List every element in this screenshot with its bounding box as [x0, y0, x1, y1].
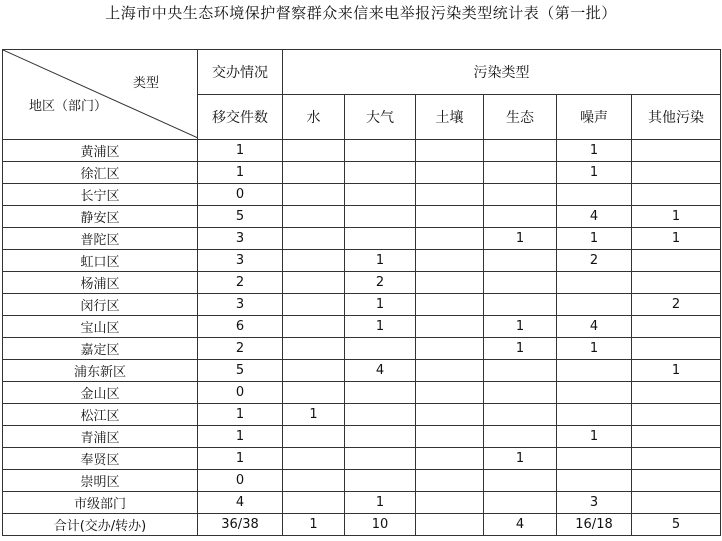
- cell-soil: [416, 272, 484, 294]
- cell-water: [283, 426, 345, 448]
- cell-air: [345, 228, 416, 250]
- cell-soil: [416, 470, 484, 492]
- table-row: [3, 360, 721, 382]
- cell-ecology: [484, 184, 557, 206]
- cell-noise: [557, 470, 632, 492]
- cell-region: 市级部门: [3, 492, 198, 514]
- cell-noise: 2: [557, 250, 632, 272]
- cell-other: [632, 316, 721, 338]
- cell-ecology: [484, 250, 557, 272]
- table-row: [3, 272, 721, 294]
- header-noise: 噪声: [557, 95, 632, 140]
- table-row: [3, 140, 721, 162]
- cell-count: 6: [198, 316, 283, 338]
- cell-air: 1: [345, 492, 416, 514]
- cell-water: [283, 140, 345, 162]
- cell-ecology: [484, 382, 557, 404]
- cell-noise: 3: [557, 492, 632, 514]
- table-row: [3, 338, 721, 360]
- cell-noise: [557, 272, 632, 294]
- cell-other: [632, 382, 721, 404]
- cell-soil: [416, 426, 484, 448]
- table-row: [3, 294, 721, 316]
- cell-air: [345, 470, 416, 492]
- cell-water: [283, 272, 345, 294]
- cell-water: [283, 448, 345, 470]
- header-row-top: [3, 50, 721, 95]
- cell-region: 金山区: [3, 382, 198, 404]
- cell-air: 1: [345, 250, 416, 272]
- cell-ecology: [484, 272, 557, 294]
- cell-noise: [557, 294, 632, 316]
- cell-count: 1: [198, 426, 283, 448]
- cell-air: [345, 448, 416, 470]
- cell-air: 2: [345, 272, 416, 294]
- cell-ecology: [484, 492, 557, 514]
- cell-ecology: [484, 470, 557, 492]
- cell-region: 合计(交办/转办): [3, 514, 198, 536]
- cell-water: [283, 162, 345, 184]
- cell-other: [632, 140, 721, 162]
- cell-air: [345, 338, 416, 360]
- cell-air: 10: [345, 514, 416, 536]
- table-row: [3, 206, 721, 228]
- table-row: [3, 404, 721, 426]
- cell-other: [632, 492, 721, 514]
- cell-water: [283, 184, 345, 206]
- table-row: [3, 492, 721, 514]
- table-row: [3, 470, 721, 492]
- cell-ecology: [484, 294, 557, 316]
- cell-air: 1: [345, 316, 416, 338]
- cell-region: 长宁区: [3, 184, 198, 206]
- cell-noise: [557, 404, 632, 426]
- cell-count: 0: [198, 382, 283, 404]
- cell-water: [283, 492, 345, 514]
- cell-soil: [416, 514, 484, 536]
- cell-water: [283, 294, 345, 316]
- cell-noise: 1: [557, 228, 632, 250]
- cell-soil: [416, 228, 484, 250]
- header-corner-cell: [3, 50, 198, 140]
- cell-other: [632, 250, 721, 272]
- cell-count: 1: [198, 448, 283, 470]
- cell-soil: [416, 184, 484, 206]
- cell-region: 浦东新区: [3, 360, 198, 382]
- cell-count: 1: [198, 404, 283, 426]
- cell-soil: [416, 338, 484, 360]
- cell-water: [283, 338, 345, 360]
- cell-noise: 4: [557, 316, 632, 338]
- cell-region: 松江区: [3, 404, 198, 426]
- cell-count: 0: [198, 184, 283, 206]
- cell-noise: [557, 382, 632, 404]
- cell-count: 3: [198, 228, 283, 250]
- cell-other: 1: [632, 228, 721, 250]
- corner-label-type: 类型: [132, 76, 159, 91]
- document-title: 上海市中央生态环境保护督察群众来信来电举报污染类型统计表（第一批）: [105, 4, 617, 22]
- cell-soil: [416, 492, 484, 514]
- cell-air: [345, 140, 416, 162]
- cell-other: [632, 338, 721, 360]
- cell-region: 普陀区: [3, 228, 198, 250]
- cell-ecology: [484, 140, 557, 162]
- cell-region: 杨浦区: [3, 272, 198, 294]
- cell-count: 1: [198, 162, 283, 184]
- cell-ecology: 1: [484, 338, 557, 360]
- cell-region: 闵行区: [3, 294, 198, 316]
- cell-noise: [557, 184, 632, 206]
- table-body: [3, 50, 721, 536]
- cell-count: 2: [198, 272, 283, 294]
- cell-soil: [416, 294, 484, 316]
- cell-water: [283, 382, 345, 404]
- cell-count: 5: [198, 360, 283, 382]
- cell-soil: [416, 250, 484, 272]
- table-row: [3, 250, 721, 272]
- header-group-assign: 交办情况: [198, 50, 283, 95]
- cell-ecology: [484, 404, 557, 426]
- cell-count: 3: [198, 294, 283, 316]
- cell-noise: 1: [557, 338, 632, 360]
- cell-noise: 1: [557, 140, 632, 162]
- cell-soil: [416, 162, 484, 184]
- cell-water: 1: [283, 404, 345, 426]
- header-group-pollution: 污染类型: [283, 50, 721, 95]
- cell-water: [283, 250, 345, 272]
- cell-soil: [416, 382, 484, 404]
- cell-other: 1: [632, 206, 721, 228]
- cell-noise: [557, 448, 632, 470]
- cell-count: 2: [198, 338, 283, 360]
- cell-region: 嘉定区: [3, 338, 198, 360]
- cell-air: [345, 426, 416, 448]
- cell-other: [632, 272, 721, 294]
- cell-ecology: [484, 360, 557, 382]
- cell-ecology: 1: [484, 448, 557, 470]
- cell-soil: [416, 316, 484, 338]
- table-row: [3, 162, 721, 184]
- cell-other: [632, 470, 721, 492]
- cell-ecology: [484, 426, 557, 448]
- cell-air: [345, 162, 416, 184]
- cell-soil: [416, 140, 484, 162]
- cell-ecology: 4: [484, 514, 557, 536]
- table-row: [3, 448, 721, 470]
- cell-noise: [557, 360, 632, 382]
- cell-ecology: [484, 206, 557, 228]
- total-row: [3, 514, 721, 536]
- cell-noise: 1: [557, 426, 632, 448]
- cell-water: [283, 316, 345, 338]
- table-row: [3, 316, 721, 338]
- cell-region: 虹口区: [3, 250, 198, 272]
- cell-region: 崇明区: [3, 470, 198, 492]
- cell-region: 青浦区: [3, 426, 198, 448]
- cell-soil: [416, 404, 484, 426]
- cell-region: 黄浦区: [3, 140, 198, 162]
- table-row: [3, 228, 721, 250]
- cell-region: 奉贤区: [3, 448, 198, 470]
- pollution-stats-table: [2, 49, 721, 536]
- header-air: 大气: [345, 95, 416, 140]
- cell-soil: [416, 360, 484, 382]
- header-ecology: 生态: [484, 95, 557, 140]
- cell-region: 静安区: [3, 206, 198, 228]
- cell-count: 1: [198, 140, 283, 162]
- cell-ecology: 1: [484, 228, 557, 250]
- cell-count: 36/38: [198, 514, 283, 536]
- cell-other: 5: [632, 514, 721, 536]
- cell-water: 1: [283, 514, 345, 536]
- cell-other: 2: [632, 294, 721, 316]
- header-water: 水: [283, 95, 345, 140]
- table-row: [3, 382, 721, 404]
- cell-ecology: [484, 162, 557, 184]
- cell-water: [283, 228, 345, 250]
- cell-other: [632, 448, 721, 470]
- cell-count: 0: [198, 470, 283, 492]
- cell-region: 宝山区: [3, 316, 198, 338]
- header-other: 其他污染: [632, 95, 721, 140]
- cell-ecology: 1: [484, 316, 557, 338]
- cell-count: 4: [198, 492, 283, 514]
- cell-other: 1: [632, 360, 721, 382]
- cell-water: [283, 470, 345, 492]
- cell-other: [632, 404, 721, 426]
- cell-air: [345, 184, 416, 206]
- cell-air: [345, 382, 416, 404]
- cell-air: 1: [345, 294, 416, 316]
- cell-other: [632, 162, 721, 184]
- cell-soil: [416, 448, 484, 470]
- cell-water: [283, 206, 345, 228]
- cell-count: 3: [198, 250, 283, 272]
- table-row: [3, 184, 721, 206]
- corner-diagonal-line: [3, 50, 198, 138]
- cell-soil: [416, 206, 484, 228]
- corner-label-region: 地区（部门）: [29, 99, 108, 114]
- cell-noise: 4: [557, 206, 632, 228]
- cell-air: [345, 404, 416, 426]
- header-transfer-count: 移交件数: [198, 95, 283, 140]
- cell-other: [632, 426, 721, 448]
- cell-noise: 16/18: [557, 514, 632, 536]
- cell-other: [632, 184, 721, 206]
- header-soil: 土壤: [416, 95, 484, 140]
- cell-count: 5: [198, 206, 283, 228]
- table-row: [3, 426, 721, 448]
- cell-air: [345, 206, 416, 228]
- cell-noise: 1: [557, 162, 632, 184]
- cell-air: 4: [345, 360, 416, 382]
- cell-region: 徐汇区: [3, 162, 198, 184]
- cell-water: [283, 360, 345, 382]
